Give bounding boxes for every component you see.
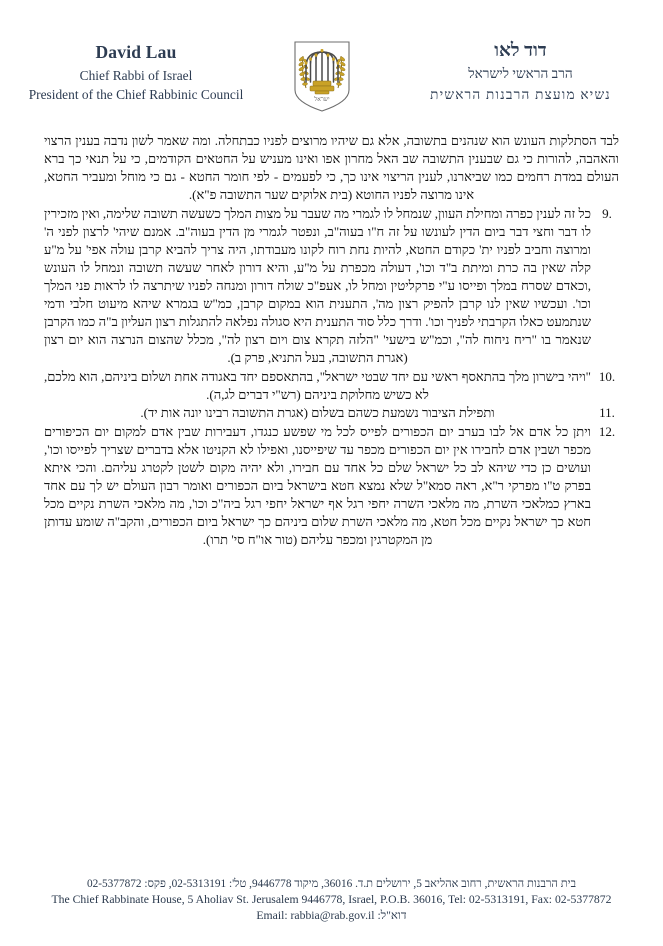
intro-paragraph: לבד הסתלקות העונש הוא שנהנים בתשובה, אלא גם שיהיו מרוצים לפניו כבתחלה. ומה שאמר לשון נדבה בענין הרצוי והאהבה, להורות כי גם שבענין התשובה שב האל מחרון אפו ואינו מעניש על החטאים הקודמים, כי על תנאי כך ברא העולם במדת רחמים כמו שביארנו, לענין הריצוי אינו כך, כי לפעמים - לפי חומר החטא - גם כי מוחל ומעביר החטא, אינו מרוצה לפניו החוטא (בית אלוקים שער התשובה פ"א). (44, 133, 619, 202)
document-footer (0, 876, 663, 924)
letterhead-english-block (0, 38, 272, 105)
letterhead (0, 38, 663, 118)
letterhead-english-name: David Lau (95, 42, 177, 62)
footer-email-line (0, 908, 663, 924)
numbered-paragraph-list (44, 205, 619, 549)
footer-email-address[interactable]: rabbia@rab.gov.il (290, 909, 375, 922)
list-item-number: 11. (599, 405, 615, 420)
letterhead-hebrew-name: דוד לאו (494, 41, 547, 61)
state-emblem (276, 38, 368, 114)
footer-hebrew-address: בית הרבנות הראשית, רחוב אהליאב 5, ירושלים ת.ד. 36016, מיקוד 9446778, טל': 02-5313191, פקס: 02-5377872 (86, 878, 577, 890)
footer-english-address: The Chief Rabbinate House, 5 Aholiav St. Jerusalem 9446778, Israel, P.O.B. 36016, Tel: 02-5313191, Fax: 02-5377872 (51, 893, 612, 906)
list-item-number: 10. (598, 368, 616, 384)
letterhead-hebrew-block (372, 38, 663, 105)
letterhead-english-subtitle: President of the Chief Rabbinic Council (28, 87, 244, 103)
document-body (44, 132, 619, 549)
list-item (44, 205, 619, 367)
emblem-caption: ישראל (314, 97, 330, 103)
list-item-text: "ויהי בישרון מלך בהתאסף ראשי עם יחד שבטי ישראל", בהתאספם יחד באגודה אחת ושלום ביניהם, הוא מלכם, לא כשיש מחלוקת ביניהם (רש"י דברים לג,ה). (44, 368, 591, 402)
list-item-text: ותפילת הציבור נשמעת כשהם בשלום (אגרת התשובה רבינו יונה אות יד). (140, 405, 495, 420)
letterhead-hebrew-title: הרב הראשי לישראל (468, 66, 573, 82)
list-item-text: ויתן כל אדם אל לבו בערב יום הכפורים לפייס לכל מי שפשע כנגדו, דעבירות שבין אדם למקום יום הכיפורים מכפר ושבין אדם לחבירו אין יום הכפורים מכפר עד שיפייסנו, ואפילו לא הקניטו אלא בדברים שצריך לפייסו וכו', ועושים כן כדי שיהא לב כל ישראל שלם כל אחד עם חבירו, ולא יהיה מקום לשטן לקטרג עליהם. והכי איתא בפרק ט"ו מפרקי ר"א, ראה סמא"ל שלא נמצא חטא בישראל ביום הכפורים ואומר רבון העולם יש לך עם אחד בארץ כמלאכי השרת, מה מלאכי השרה יחפי רגל אף ישראל יחפי רגל ביה"כ וכו', מה מלאכי השרת נקיים מכל חטא כך ישראל נקיים מכל חטא, מה מלאכי השרת שלום ביניהם כך ישראל ביום הכפורים, והקב"ה שומע עדותן מן המקטרגין ומכפר עליהם (טור או"ח סי' תרו). (44, 423, 591, 547)
israel-state-emblem-menorah-icon (291, 38, 353, 114)
list-item (44, 404, 619, 422)
list-item (44, 423, 619, 549)
list-item-number: 9. (602, 206, 612, 221)
list-item-text: כל זה לענין כפרה ומחילת העוון, שנמחל לו לגמרי מה שעבר על מצות המלך כשעשה תשובה שלימה, ואין מזכירין לו דבר וחצי דבר ביום הדין לעונשו על זה ח"ו בעוה"ב, ונפטר לגמרי מן הדין בעוה"ב. אמנם שיהי' לרצון לפני ה' ומרוצה וחביב לפניו ית' כקודם החטא, להיות נחת רוח לקונו מעבודתו, היה צריך להביא קרבן עולה אפי' על מ"ע קלה שאין בה כרת ומיתת ב"ד וכו', דעולה מכפרת על מ"ע, והיא דורון לאחר שעשה תשובה ונמחל לו העונש ,וכאדם שסרח במלך ופייסו ע"י פרקליטין ומחל לו, אעפ"כ שולח דורון ומנחה לפניו שיתרצה לו לראות פני המלך וכו'. ועכשיו שאין לנו קרבן להפיק רצון מה', התענית הוא במקום קרבן, כמ"ש בגמרא שיהא מיעוט חלבי ודמי שנתמעט כאלו הקרבתי לפניך וכו'. ודרך כלל סוד התענית היא סגולה נפלאה להתגלות רצון העליון ב"ה כמו הקרבן שנאמר בו "ריח ניחוח לה", וכמ"ש בישעי' "הלזה תקרא צום ויום רצון לה", מכלל שהצום הנרצה הוא יום רצון (אגרת התשובה, בעל התניא, פרק ב). (44, 206, 591, 365)
list-item-number: 12. (598, 423, 616, 439)
letterhead-hebrew-subtitle: נשיא מועצת הרבנות הראשית (430, 86, 611, 102)
letterhead-english-title: Chief Rabbi of Israel (79, 67, 193, 83)
footer-email-label-en: Email: (256, 909, 288, 922)
footer-email-label-he: דוא"ל: (377, 909, 407, 922)
list-item (44, 368, 619, 404)
